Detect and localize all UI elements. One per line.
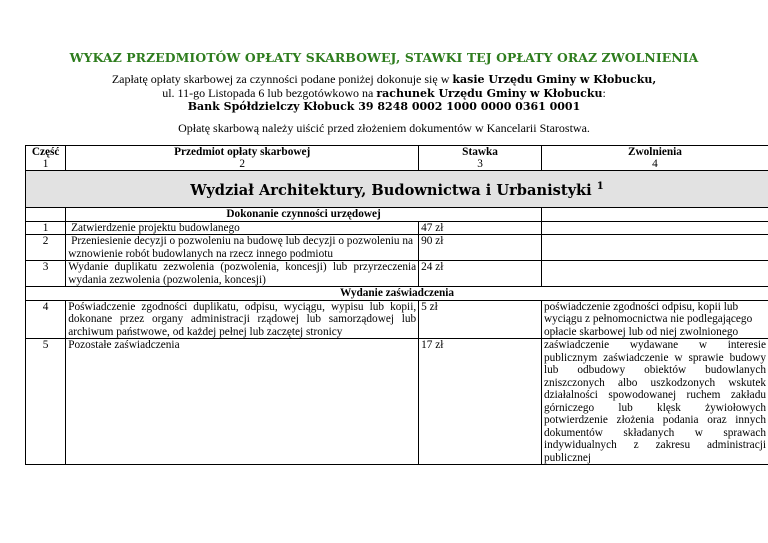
row-rate: 17 zł [419,339,542,465]
header-subject: Przedmiot opłaty skarbowej 2 [66,146,419,171]
header-rate: Stawka 3 [419,146,542,171]
payment-info-line-3 [0,100,768,114]
subsection-heading: Wydanie zaświadczenia [26,287,768,301]
row-number: 4 [26,300,66,339]
footnote-marker: 1 [596,180,604,192]
subsection-row [26,208,768,222]
table-row [26,235,768,261]
table-row [26,300,768,339]
row-exemption [541,235,768,261]
row-exemption [541,261,768,287]
row-rate: 24 zł [419,261,542,287]
table-row [26,221,768,235]
header-part: Część 1 [26,146,66,171]
bank-account-number: Bank Spółdzielczy Kłobuck 39 8248 0002 1000 0000 0361 0001 [187,100,581,113]
section-heading: Wydział Architektury, Budownictwa i Urbanistyki $^1$ [26,171,768,208]
payment-info-line-1: Zapłatę opłaty skarbowej za czynności podane poniżej dokonuje się w kasie Urzędu Gminy w Kłobucku, [111,72,657,86]
section-heading-row [26,171,768,208]
subsection-row [26,287,768,301]
header-exemptions: Zwolnienia 4 [541,146,768,171]
fee-table [25,145,768,465]
table-row [26,339,768,465]
cashier-location: kasie Urzędu Gminy w Kłobucku, [452,73,657,86]
account-label: rachunek Urzędu Gminy w Kłobucku [376,86,603,100]
row-number: 3 [26,261,66,287]
row-rate: 90 zł [419,235,542,261]
row-rate: 5 zł [419,300,542,339]
document-title: WYKAZ PRZEDMIOTÓW OPŁATY SKARBOWEJ, STAWKI TEJ OPŁATY ORAZ ZWOLNIENIA [69,50,699,65]
row-number: 1 [26,221,66,235]
table-header-row [26,146,768,171]
row-rate: 47 zł [419,221,542,235]
subsection-heading: Dokonanie czynności urzędowej [66,208,542,222]
row-subject: Wydanie duplikatu zezwolenia (pozwolenia, koncesji) lub przyrzeczenia wydania zezwolenia (pozwolenia, koncesji) [66,261,419,287]
row-exemption [541,221,768,235]
row-subject: Przeniesienie decyzji o pozwoleniu na budowę lub decyzji o pozwoleniu na wznowienie robót budowlanych na rzecz innego podmiotu [66,235,419,261]
row-exemption: zaświadczenie wydawane w interesie publicznym zaświadczenie w sprawie budowy lub odbudowy obiektów budowlanych zniszczonych albo uszkodzonych wskutek działalności spowodowanej ruchem zakładu górniczego lub klęsk żywiołowych potwierdzenie złożenia podania oraz innych dokumentów składanych w sprawach indywidualnych z zakresu administracji publicznej [541,339,768,465]
row-subject: Zatwierdzenie projektu budowlanego [66,221,419,235]
row-subject: Poświadczenie zgodności duplikatu, odpisu, wyciągu, wypisu lub kopii, dokonane przez organy administracji rządowej lub samorządowej lub archiwum państwowe, od każdej pełnej lub zaczętej stronicy [66,300,419,339]
row-subject: Pozostałe zaświadczenia [66,339,419,465]
payment-info-line-2: ul. 11-go Listopada 6 lub bezgotówkowo na rachunek Urzędu Gminy w Kłobucku: [162,85,606,100]
row-exemption: poświadczenie zgodności odpisu, kopii lub wyciągu z pełnomocnictwa nie podlegającego opłacie skarbowej lub od niej zwolnionego [541,300,768,339]
payment-note: Opłatę skarbową należy uiścić przed złożeniem dokumentów w Kancelarii Starostwa. [178,121,590,135]
row-number: 5 [26,339,66,465]
row-number: 2 [26,235,66,261]
table-row [26,261,768,287]
payment-info [0,73,768,114]
